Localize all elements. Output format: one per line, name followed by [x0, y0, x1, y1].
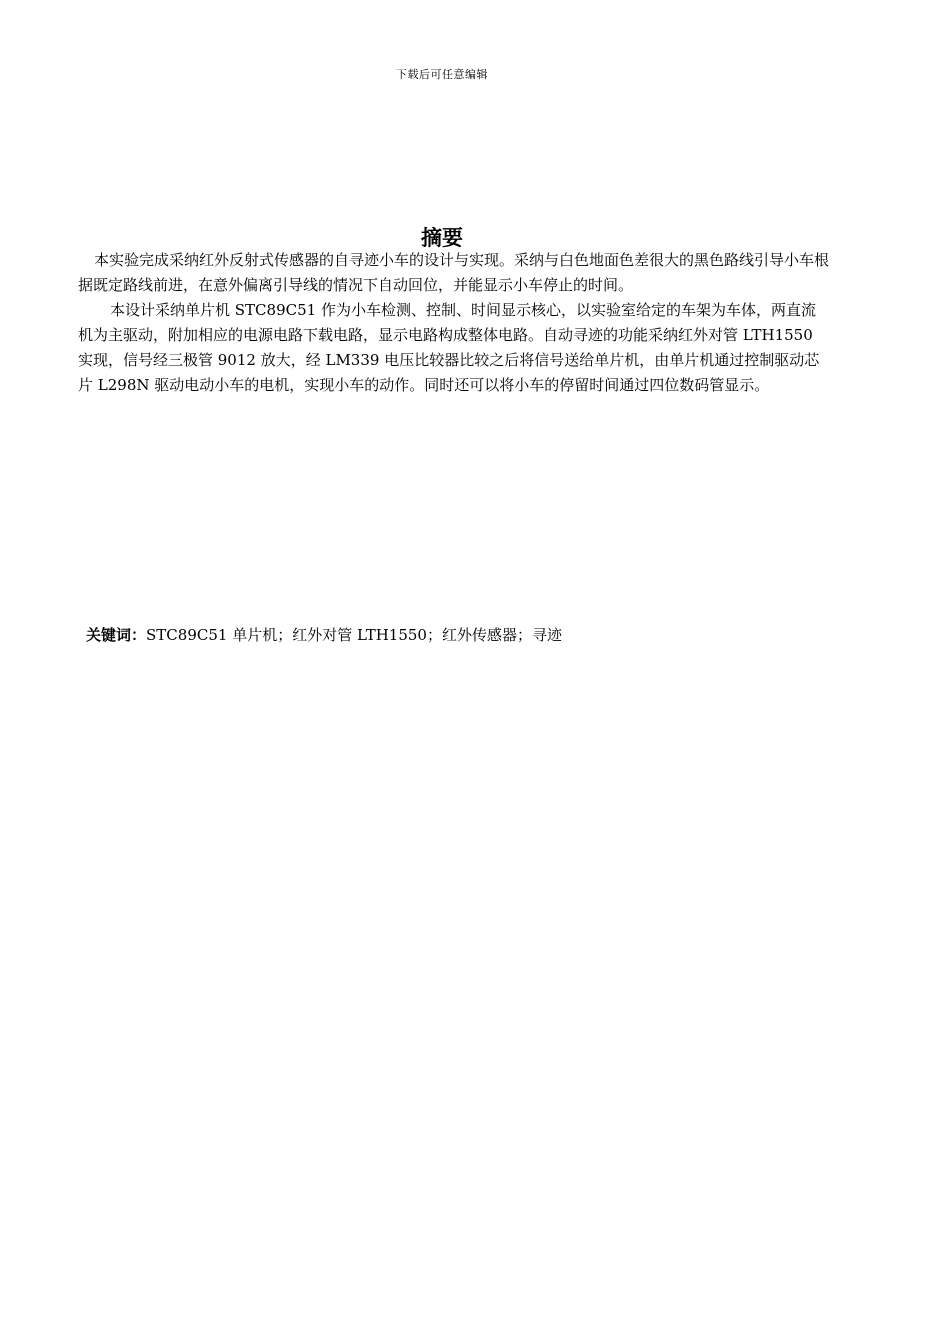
abstract-paragraph-2: 本设计采纳单片机 STC89C51 作为小车检测、控制、时间显示核心，以实验室给定的车架为车体，两直流机为主驱动，附加相应的电源电路下载电路，显示电路构成整体电路。自动寻迹的功能采纳红外对管 LTH1550 实现，信号经三极管 9012 放大，经 LM339 电压比较器比较之后将信号送给单片机，由单片机通过控制驱动芯片 L298N 驱动电动小车的电机，实现小车的动作。同时还可以将小车的停留时间通过四位数码管显示。: [78, 301, 820, 394]
abstract-title: 摘要: [421, 226, 463, 250]
keywords-text: STC89C51 单片机；红外对管 LTH1550；红外传感器；寻迹: [146, 626, 562, 644]
header-note: 下载后可任意编辑: [396, 68, 488, 81]
abstract-body: [78, 248, 830, 398]
keywords-label: 关键词：: [86, 626, 147, 644]
abstract-paragraph-1: 本实验完成采纳红外反射式传感器的自寻迹小车的设计与实现。采纳与白色地面色差很大的黑色路线引导小车根据既定路线前进，在意外偏离引导线的情况下自动回位，并能显示小车停止的时间。: [78, 251, 830, 294]
keywords-line: [86, 624, 562, 646]
